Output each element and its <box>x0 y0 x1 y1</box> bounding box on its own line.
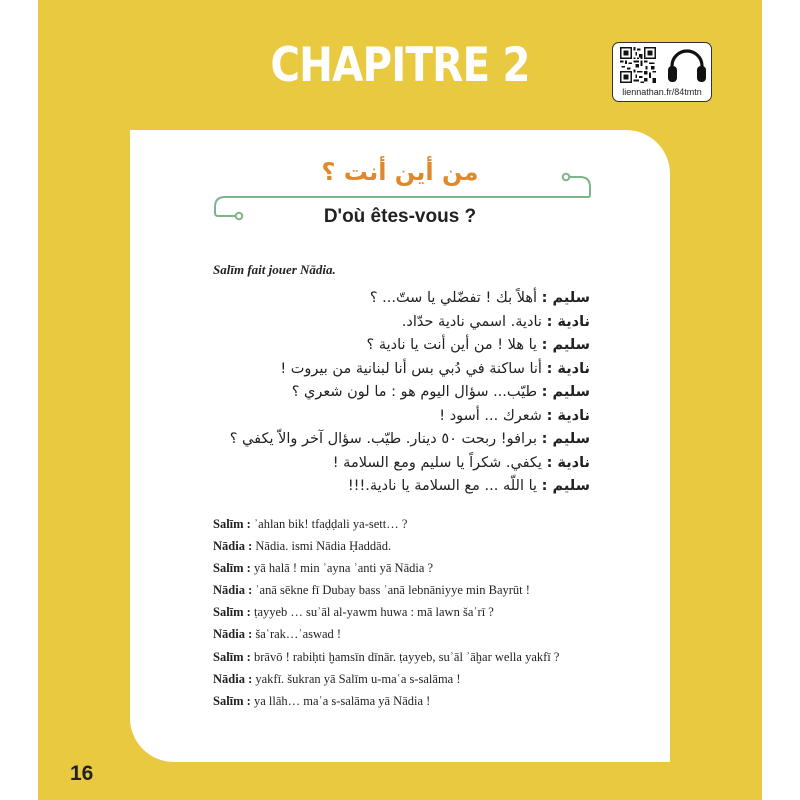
line-text: يا اللّه ... مع السلامة يا نادية.!!! <box>347 478 542 494</box>
line-text: šaʿrak…ʾaswad ! <box>252 627 342 642</box>
line-text: ʾanā sēkne fī Dubay bass ʾanā lebnāniyye min Bayrūt ! <box>252 583 530 598</box>
page-number: 16 <box>70 762 94 785</box>
speaker-name: Nādia : <box>213 671 253 686</box>
speaker-name: Nādia : <box>213 583 253 598</box>
speaker-name: نادية : <box>546 454 590 471</box>
speaker-name: Salīm : <box>213 693 251 708</box>
line-text: يا هلا ! من أين أنت يا نادية ؟ <box>366 337 542 353</box>
dialogue-line-tr <box>213 623 633 645</box>
dialogue-line-tr <box>213 579 633 601</box>
line-text: أنا ساكنة في دُبي بس أنا لبنانية من بيروت ! <box>280 360 547 377</box>
dialogue-line-tr <box>213 690 633 712</box>
line-text: ṭayyeb … suʾāl al-yawm huwa : mā lawn šaʿrī ? <box>250 605 494 620</box>
dialogue-line-ar <box>200 334 590 358</box>
line-text: طيّب... سؤال اليوم هو : ما لون شعري ؟ <box>291 384 542 400</box>
lesson-title-french: D'où êtes-vous ? <box>323 206 477 227</box>
line-text: yā halā ! min ʾayna ʾanti yā Nādia ? <box>250 561 434 576</box>
dialogue-line-tr <box>213 535 633 557</box>
speaker-name: نادية : <box>546 407 590 424</box>
dialogue-line-ar <box>200 311 590 335</box>
line-text: شعرك ... أسود ! <box>439 407 547 424</box>
dialogue-line-tr <box>213 601 633 623</box>
dialogue-line-ar <box>200 475 590 499</box>
dialogue-arabic <box>200 287 590 499</box>
speaker-name: Nādia : <box>213 627 253 642</box>
speaker-name: نادية : <box>546 360 590 377</box>
line-text: أهلاً بك ! تفضّلي يا ستّ... ؟ <box>369 290 542 306</box>
speaker-name: سليم : <box>541 431 590 447</box>
dialogue-line-tr <box>213 513 633 535</box>
lesson-intro: Salīm fait jouer Nādia. <box>213 262 336 277</box>
dialogue-line-tr <box>213 668 633 690</box>
line-text: brāvō ! rabiḥti ḫamsīn dīnār. ṭayyeb, suʾāl ʾāḫar wella yakfī ? <box>250 649 560 664</box>
speaker-name: سليم : <box>541 384 590 400</box>
line-text: ʾahlan bik! tfaḍḍali ya-sett… ? <box>250 517 408 531</box>
speaker-name: سليم : <box>541 290 590 306</box>
dialogue-line-tr <box>213 557 633 579</box>
dialogue-line-ar <box>200 381 590 405</box>
speaker-name: Salīm : <box>213 649 251 664</box>
speaker-name: سليم : <box>541 478 590 494</box>
chapter-title: CHAPITRE 2 <box>270 38 530 93</box>
line-text: ya llāh… maʿa s-salāma yā Nādia ! <box>250 693 431 708</box>
dialogue-line-ar <box>200 358 590 382</box>
dialogue-line-tr <box>213 646 633 668</box>
line-text: يكفي. شكراً يا سليم ومع السلامة ! <box>332 454 547 471</box>
speaker-name: Salīm : <box>213 517 251 531</box>
dialogue-line-ar <box>200 428 590 452</box>
dialogue-line-ar <box>200 452 590 476</box>
dialogue-line-ar <box>200 287 590 311</box>
speaker-name: نادية : <box>546 313 590 330</box>
speaker-name: سليم : <box>541 337 590 353</box>
line-text: yakfī. šukran yā Salīm u-maʿa s-salāma ! <box>252 671 461 686</box>
line-text: نادية. اسمي نادية حدّاد. <box>401 313 547 330</box>
line-text: Nādia. ismi Nādia Ḥaddād. <box>252 539 392 554</box>
speaker-name: Salīm : <box>213 605 251 620</box>
speaker-name: Salīm : <box>213 561 251 576</box>
dialogue-line-ar <box>200 405 590 429</box>
speaker-name: Nādia : <box>213 539 253 554</box>
audio-link-text[interactable]: liennathan.fr/84tmtn <box>622 87 702 97</box>
line-text: برافو! ربحت ٥٠ دينار. طيّب. سؤال آخر والاّ يكفي ؟ <box>229 431 542 447</box>
lesson-title-arabic: من أين أنت ؟ <box>321 158 479 186</box>
dialogue-transliteration <box>213 513 633 712</box>
